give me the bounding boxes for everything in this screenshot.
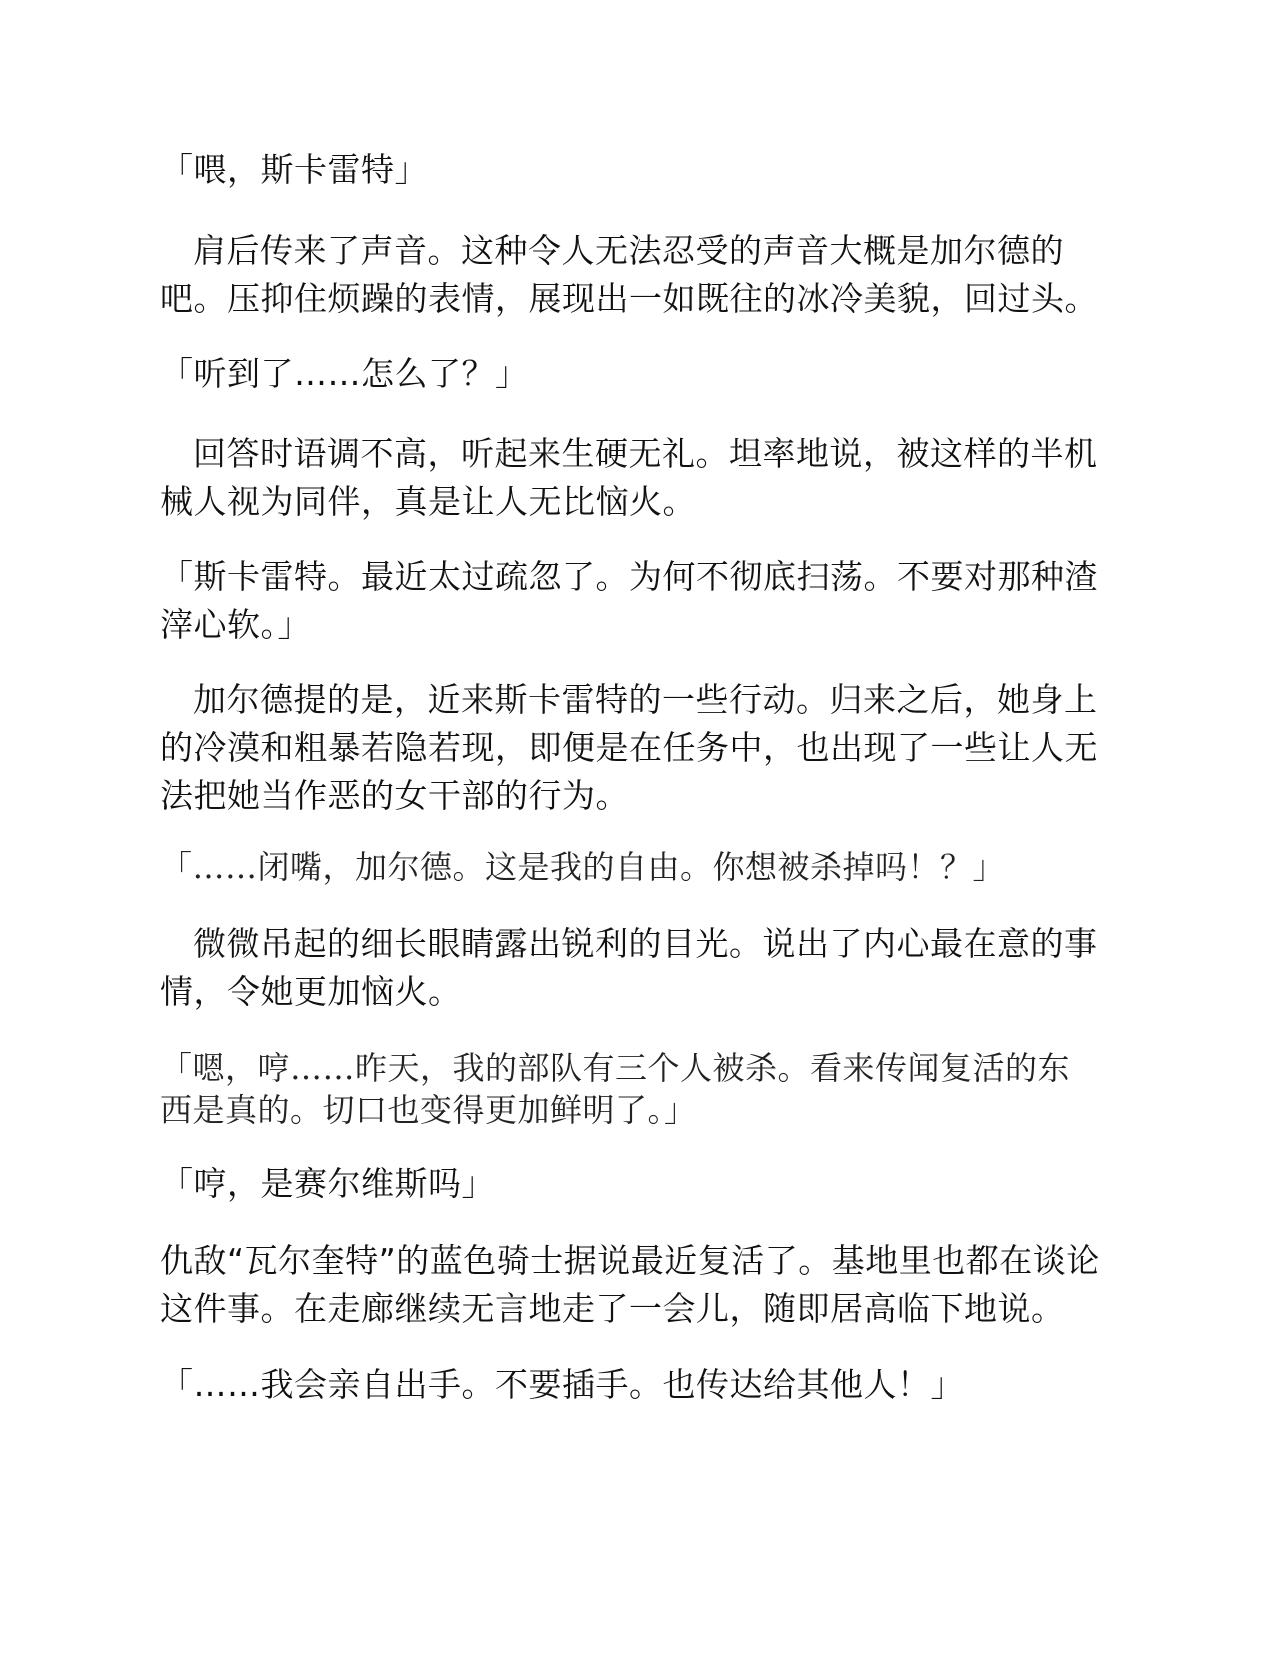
narration-paragraph: 肩后传来了声音。这种令人无法忍受的声音大概是加尔德的吧。压抑住烦躁的表情，展现出一如既往的冰冷美貌，回过头。 [160, 231, 1098, 318]
dialogue-line: 「哼，是赛尔维斯吗」 [160, 1164, 495, 1203]
narration-paragraph: 微微吊起的细长眼睛露出锐利的目光。说出了内心最在意的事情，令她更加恼火。 [160, 924, 1098, 1011]
dialogue-line: 「嗯，哼……昨天，我的部队有三个人被杀。看来传闻复活的东西是真的。切口也变得更加鲜明了。」 [160, 1049, 1071, 1129]
narration-paragraph: 加尔德提的是，近来斯卡雷特的一些行动。归来之后，她身上的冷漠和粗暴若隐若现，即便是在任务中，也出现了一些让人无法把她当作恶的女干部的行为。 [160, 680, 1098, 815]
narration-paragraph: 仇敌“瓦尔奎特”的蓝色骑士据说最近复活了。基地里也都在谈论这件事。在走廊继续无言地走了一会儿，随即居高临下地说。 [160, 1241, 1100, 1328]
narration-paragraph: 回答时语调不高，听起来生硬无礼。坦率地说，被这样的半机械人视为同伴，真是让人无比恼火。 [160, 434, 1098, 521]
dialogue-line: 「听到了……怎么了？」 [160, 354, 529, 393]
dialogue-line: 「……我会亲自出手。不要插手。也传达给其他人！」 [160, 1365, 964, 1404]
dialogue-line: 「喂，斯卡雷特」 [160, 150, 428, 189]
dialogue-line: 「……闭嘴，加尔德。这是我的自由。你想被杀掉吗！？」 [160, 848, 1006, 886]
dialogue-line: 「斯卡雷特。最近太过疏忽了。为何不彻底扫荡。不要对那种渣滓心软。」 [160, 557, 1098, 644]
